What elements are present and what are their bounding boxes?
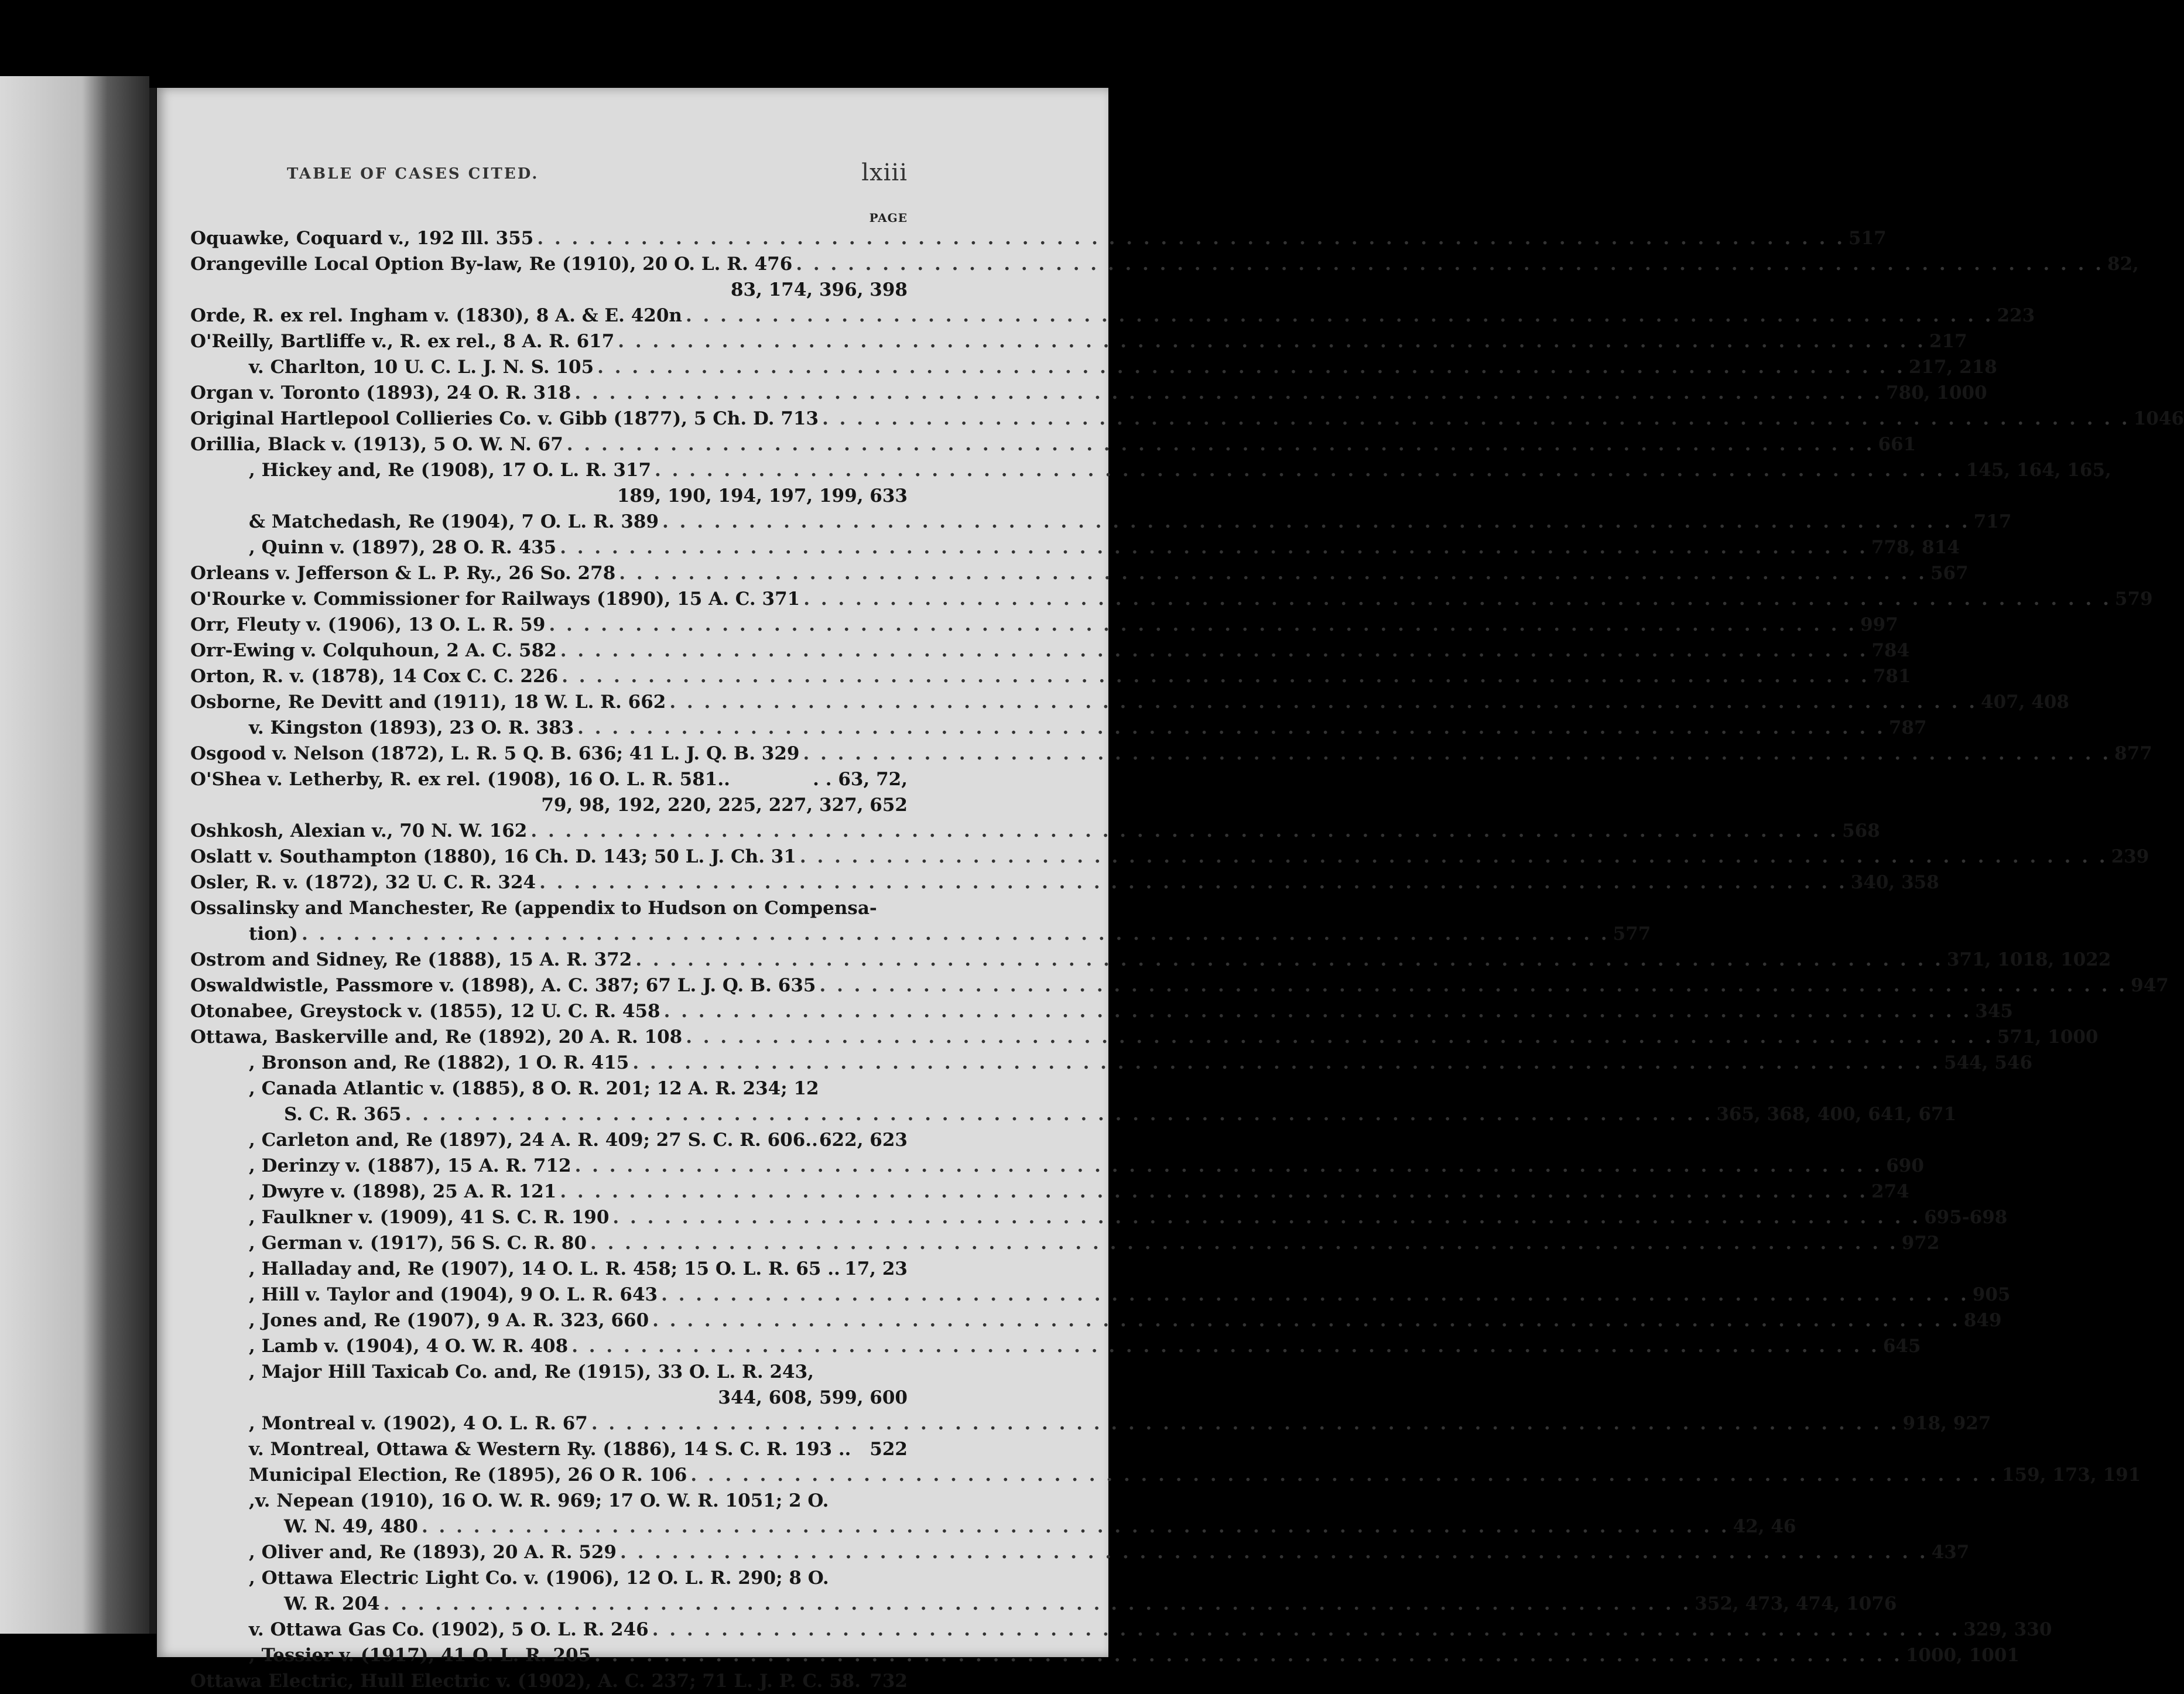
case-citation: Orangeville Local Option By-law, Re (1910), 20 O. L. R. 476 xyxy=(190,254,793,275)
leader-dots xyxy=(302,921,1610,947)
page-references: 345 xyxy=(1975,1001,2014,1022)
leader-dots xyxy=(796,251,2104,277)
running-head xyxy=(287,159,908,189)
case-citation: , German v. (1917), 56 S. C. R. 80 xyxy=(249,1233,587,1254)
page-references: 877 xyxy=(2114,743,2152,764)
case-citation: v. Kingston (1893), 23 O. R. 383 xyxy=(249,717,574,738)
leader-dots xyxy=(560,1179,1868,1204)
page-references: 690 xyxy=(1886,1155,1924,1176)
case-entry xyxy=(190,1230,1940,1256)
page-references: 567 xyxy=(1930,563,1969,584)
case-citation: Otonabee, Greystock v. (1855), 12 U. C. R. 458 xyxy=(190,1001,660,1022)
case-entry xyxy=(190,328,1967,354)
case-entry xyxy=(190,1539,1970,1565)
leader-dots xyxy=(686,303,1994,328)
leader-dots xyxy=(619,560,1927,586)
case-citation: Organ v. Toronto (1893), 24 O. R. 318 xyxy=(190,382,571,403)
case-entry xyxy=(190,921,1651,947)
case-citation: W. N. 49, 480 xyxy=(284,1516,418,1537)
case-citation: Orr, Fleuty v. (1906), 13 O. L. R. 59 xyxy=(190,614,546,635)
case-citation: Oshkosh, Alexian v., 70 N. W. 162 xyxy=(190,820,528,841)
case-entry xyxy=(190,432,1916,457)
leader-dots xyxy=(669,689,1977,715)
case-entry xyxy=(190,1411,1991,1436)
case-citation: Oquawke, Coquard v., 192 Ill. 355 xyxy=(190,228,534,249)
page-references: 787 xyxy=(1888,717,1927,738)
case-entry xyxy=(190,973,2169,998)
case-entry xyxy=(190,1565,908,1591)
leader-dots xyxy=(803,741,2111,766)
case-entry xyxy=(190,560,1969,586)
case-citation: , Major Hill Taxicab Co. and, Re (1915), 33 O. L. R. 243, xyxy=(249,1361,814,1382)
case-list xyxy=(190,225,2184,1694)
case-citation: , Montreal v. (1902), 4 O. L. R. 67 xyxy=(249,1413,588,1434)
leader-dots xyxy=(405,1101,1713,1127)
leader-dots xyxy=(652,1308,1960,1333)
leader-dots xyxy=(560,535,1868,560)
page-references: 544, 546 xyxy=(1944,1052,2033,1073)
leader-dots xyxy=(635,947,1943,973)
left-page-edge xyxy=(0,76,149,1634)
page-references: 407, 408 xyxy=(1981,692,2070,713)
leader-dots xyxy=(662,509,1970,535)
leader-dots xyxy=(822,406,2130,432)
leader-dots xyxy=(384,1591,1692,1617)
page-references: 571, 1000 xyxy=(1997,1026,2099,1048)
case-citation: S. C. R. 365 xyxy=(284,1104,402,1125)
page-references: 145, 164, 165, xyxy=(1966,460,2111,481)
case-entry xyxy=(190,1462,2141,1488)
case-entry xyxy=(190,1282,2011,1308)
page-references: 784 xyxy=(1871,640,1910,661)
case-entry xyxy=(190,1617,2052,1642)
case-entry xyxy=(190,663,1911,689)
case-entry xyxy=(190,612,1898,638)
case-citation: Ostrom and Sidney, Re (1888), 15 A. R. 372 xyxy=(190,949,632,970)
page-folio: lxiii xyxy=(861,159,908,186)
case-entry xyxy=(190,457,2111,483)
page-references: 329, 330 xyxy=(1963,1619,2052,1640)
leader-dots xyxy=(537,225,1845,251)
case-entry xyxy=(190,792,908,818)
case-entry xyxy=(190,1333,1921,1359)
leader-dots xyxy=(690,1462,1998,1488)
leader-dots xyxy=(530,818,1839,844)
leader-dots xyxy=(560,638,1868,663)
page-references: 780, 1000 xyxy=(1886,382,1987,403)
case-entry xyxy=(190,251,2139,277)
page-references: 781 xyxy=(1873,666,1911,687)
page-references: 239 xyxy=(2111,846,2149,867)
leader-dots xyxy=(574,380,1882,406)
page-references: 972 xyxy=(1901,1233,1940,1254)
case-citation: Orillia, Black v. (1913), 5 O. W. N. 67 xyxy=(190,434,563,455)
page-references: 340, 358 xyxy=(1850,872,1939,893)
book-gutter xyxy=(149,88,156,1634)
page-references: 371, 1018, 1022 xyxy=(1946,949,2111,970)
case-citation: , Quinn v. (1897), 28 O. R. 435 xyxy=(249,537,557,558)
case-entry xyxy=(190,1204,2008,1230)
case-citation: tion) xyxy=(249,923,298,944)
leader-dots xyxy=(577,715,1885,741)
case-entry xyxy=(190,1642,2019,1668)
case-citation: Ottawa Electric, Hull Electric v. (1902), A. C. 237; 71 L. J. P. C. 58. xyxy=(190,1671,861,1692)
page-references: 947 xyxy=(2131,975,2169,996)
page-references: 645 xyxy=(1882,1336,1921,1357)
page-references: 352, 473, 474, 1076 xyxy=(1695,1593,1897,1614)
case-citation: , Oliver and, Re (1893), 20 A. R. 529 xyxy=(249,1542,617,1563)
case-entry xyxy=(190,225,1887,251)
case-entry xyxy=(190,766,908,792)
case-citation: v. Ottawa Gas Co. (1902), 5 O. L. R. 246 xyxy=(249,1619,649,1640)
page-references: 83, 174, 396, 398 xyxy=(730,279,908,300)
case-citation: O'Shea v. Letherby, R. ex rel. (1908), 16 O. L. R. 581.. xyxy=(190,769,730,790)
page-references: 437 xyxy=(1931,1542,1970,1563)
leader-dots xyxy=(803,586,2111,612)
leader-dots xyxy=(819,973,2127,998)
case-entry xyxy=(190,1488,908,1514)
leader-dots xyxy=(655,457,1963,483)
page-references: 905 xyxy=(1972,1284,2011,1305)
leader-dots xyxy=(664,998,1972,1024)
case-citation: W. R. 204 xyxy=(284,1593,380,1614)
case-entry xyxy=(190,1076,908,1101)
case-citation: , Carleton and, Re (1897), 24 A. R. 409; 27 S. C. R. 606.. xyxy=(249,1130,818,1151)
case-citation: , Hickey and, Re (1908), 17 O. L. R. 317 xyxy=(249,460,652,481)
case-citation: , Faulkner v. (1909), 41 S. C. R. 190 xyxy=(249,1207,610,1228)
case-entry xyxy=(190,586,2153,612)
leader-dots xyxy=(590,1230,1898,1256)
case-citation: Original Hartlepool Collieries Co. v. Gibb (1877), 5 Ch. D. 713 xyxy=(190,408,819,429)
page-references: 579 xyxy=(2114,588,2153,610)
page-column-label: PAGE xyxy=(869,211,908,225)
page-references: 849 xyxy=(1963,1310,2002,1331)
leader-dots xyxy=(591,1411,1899,1436)
page-references: 517 xyxy=(1848,228,1887,249)
case-entry xyxy=(190,1024,2099,1050)
case-citation: , Hill v. Taylor and (1904), 9 O. L. R. 643 xyxy=(249,1284,658,1305)
case-entry xyxy=(190,1153,1924,1179)
case-citation: , Halladay and, Re (1907), 14 O. L. R. 458; 15 O. L. R. 65 .. xyxy=(249,1258,840,1279)
case-citation: O'Reilly, Bartliffe v., R. ex rel., 8 A. R. 617 xyxy=(190,331,615,352)
case-entry xyxy=(190,870,1939,895)
case-citation: , Tessier v. (1917), 41 O. L. R. 205 xyxy=(249,1645,591,1666)
case-citation: , Ottawa Electric Light Co. v. (1906), 12 O. L. R. 290; 8 O. xyxy=(249,1568,829,1589)
leader-dots xyxy=(661,1282,1969,1308)
leader-dots xyxy=(612,1204,1921,1230)
page-references: 217, 218 xyxy=(1908,357,1997,378)
page-references: 695-698 xyxy=(1924,1207,2008,1228)
leader-dots xyxy=(594,1642,1902,1668)
case-citation: , Lamb v. (1904), 4 O. W. R. 408 xyxy=(249,1336,569,1357)
case-entry xyxy=(190,818,1880,844)
leader-dots xyxy=(567,432,1875,457)
case-entry xyxy=(190,1668,908,1694)
page-references: 732 xyxy=(870,1671,908,1692)
page-references: 189, 190, 194, 197, 199, 633 xyxy=(617,485,908,507)
page-references: 997 xyxy=(1860,614,1898,635)
case-entry xyxy=(190,1308,2002,1333)
page-references: 79, 98, 192, 220, 225, 227, 327, 652 xyxy=(541,795,908,816)
page-references: 1046 xyxy=(2133,408,2184,429)
page-references: 344, 608, 599, 600 xyxy=(718,1387,908,1408)
case-entry xyxy=(190,638,1910,663)
case-entry xyxy=(190,354,1997,380)
case-citation: , Derinzy v. (1887), 15 A. R. 712 xyxy=(249,1155,571,1176)
case-citation: , Dwyre v. (1898), 25 A. R. 121 xyxy=(249,1181,557,1202)
case-citation: ,v. Nepean (1910), 16 O. W. R. 969; 17 O. W. R. 1051; 2 O. xyxy=(249,1490,829,1511)
leader-dots xyxy=(632,1050,1940,1076)
case-entry xyxy=(190,406,2184,432)
case-citation: Ottawa, Baskerville and, Re (1892), 20 A. R. 108 xyxy=(190,1026,683,1048)
page-references: 717 xyxy=(1973,511,2012,532)
leader-dots xyxy=(571,1333,1880,1359)
leader-dots xyxy=(686,1024,1994,1050)
page-references: 568 xyxy=(1842,820,1880,841)
case-citation: Municipal Election, Re (1895), 26 O R. 106 xyxy=(249,1464,687,1486)
page-references: 159, 173, 191 xyxy=(2002,1464,2141,1486)
page-references: 82, xyxy=(2107,254,2139,275)
leader-dots xyxy=(575,1153,1883,1179)
page-references: 577 xyxy=(1613,923,1651,944)
case-citation: , Bronson and, Re (1882), 1 O. R. 415 xyxy=(249,1052,629,1073)
case-entry xyxy=(190,1514,1796,1539)
page-references: . . 63, 72, xyxy=(813,769,908,790)
case-entry xyxy=(190,303,2035,328)
case-citation: Osgood v. Nelson (1872), L. R. 5 Q. B. 636; 41 L. J. Q. B. 329 xyxy=(190,743,800,764)
case-citation: , Canada Atlantic v. (1885), 8 O. R. 201; 12 A. R. 234; 12 xyxy=(249,1078,819,1099)
page-references: 223 xyxy=(1997,305,2035,326)
case-citation: v. Charlton, 10 U. C. L. J. N. S. 105 xyxy=(249,357,594,378)
page-references: 661 xyxy=(1878,434,1916,455)
leader-dots xyxy=(562,663,1870,689)
case-entry xyxy=(190,715,1927,741)
leader-dots xyxy=(549,612,1857,638)
case-entry xyxy=(190,741,2152,766)
page-references: 274 xyxy=(1871,1181,1909,1202)
running-head-title: TABLE OF CASES CITED. xyxy=(287,165,539,183)
leader-dots xyxy=(539,870,1847,895)
leader-dots xyxy=(618,328,1926,354)
case-entry xyxy=(190,1101,1957,1127)
leader-dots xyxy=(422,1514,1730,1539)
case-citation: Oswaldwistle, Passmore v. (1898), A. C. 387; 67 L. J. Q. B. 635 xyxy=(190,975,816,996)
leader-dots xyxy=(620,1539,1928,1565)
page-references: 918, 927 xyxy=(1902,1413,1991,1434)
case-citation: & Matchedash, Re (1904), 7 O. L. R. 389 xyxy=(249,511,659,532)
case-entry xyxy=(190,1385,908,1411)
case-entry xyxy=(190,1050,2033,1076)
case-entry xyxy=(190,689,2070,715)
case-entry xyxy=(190,1591,1897,1617)
case-citation: Ossalinsky and Manchester, Re (appendix to Hudson on Compensa- xyxy=(190,898,877,919)
case-entry xyxy=(190,1256,908,1282)
case-entry xyxy=(190,1179,1909,1204)
case-entry xyxy=(190,947,2111,973)
case-entry xyxy=(190,1436,908,1462)
case-citation: Oslatt v. Southampton (1880), 16 Ch. D. 143; 50 L. J. Ch. 31 xyxy=(190,846,796,867)
case-citation: Orleans v. Jefferson & L. P. Ry., 26 So. 278 xyxy=(190,563,616,584)
case-entry xyxy=(190,509,2012,535)
page-references: 522 xyxy=(870,1439,908,1460)
page-references: 1000, 1001 xyxy=(1905,1645,2019,1666)
case-entry xyxy=(190,1359,908,1385)
page-references: 217 xyxy=(1929,331,1967,352)
leader-dots xyxy=(597,354,1905,380)
leader-dots xyxy=(652,1617,1960,1642)
case-entry xyxy=(190,844,2149,870)
case-citation: Osler, R. v. (1872), 32 U. C. R. 324 xyxy=(190,872,536,893)
case-citation: Orde, R. ex rel. Ingham v. (1830), 8 A. & E. 420n xyxy=(190,305,682,326)
case-entry xyxy=(190,483,908,509)
case-citation: Osborne, Re Devitt and (1911), 18 W. L. R. 662 xyxy=(190,692,666,713)
case-entry xyxy=(190,277,908,303)
case-entry xyxy=(190,535,1960,560)
page-references: 17, 23 xyxy=(844,1258,908,1279)
leader-dots xyxy=(800,844,2108,870)
case-citation: , Jones and, Re (1907), 9 A. R. 323, 660 xyxy=(249,1310,649,1331)
page-references: 365, 368, 400, 641, 671 xyxy=(1716,1104,1957,1125)
case-citation: Orton, R. v. (1878), 14 Cox C. C. 226 xyxy=(190,666,559,687)
case-entry xyxy=(190,998,2014,1024)
case-citation: v. Montreal, Ottawa & Western Ry. (1886), 14 S. C. R. 193 .. xyxy=(249,1439,851,1460)
case-citation: Orr-Ewing v. Colquhoun, 2 A. C. 582 xyxy=(190,640,557,661)
case-entry xyxy=(190,1127,908,1153)
case-citation: O'Rourke v. Commissioner for Railways (1890), 15 A. C. 371 xyxy=(190,588,800,610)
page-references: 622, 623 xyxy=(819,1130,908,1151)
case-entry xyxy=(190,895,908,921)
page-references: 42, 46 xyxy=(1733,1516,1796,1537)
case-entry xyxy=(190,380,1987,406)
page-references: 778, 814 xyxy=(1871,537,1960,558)
